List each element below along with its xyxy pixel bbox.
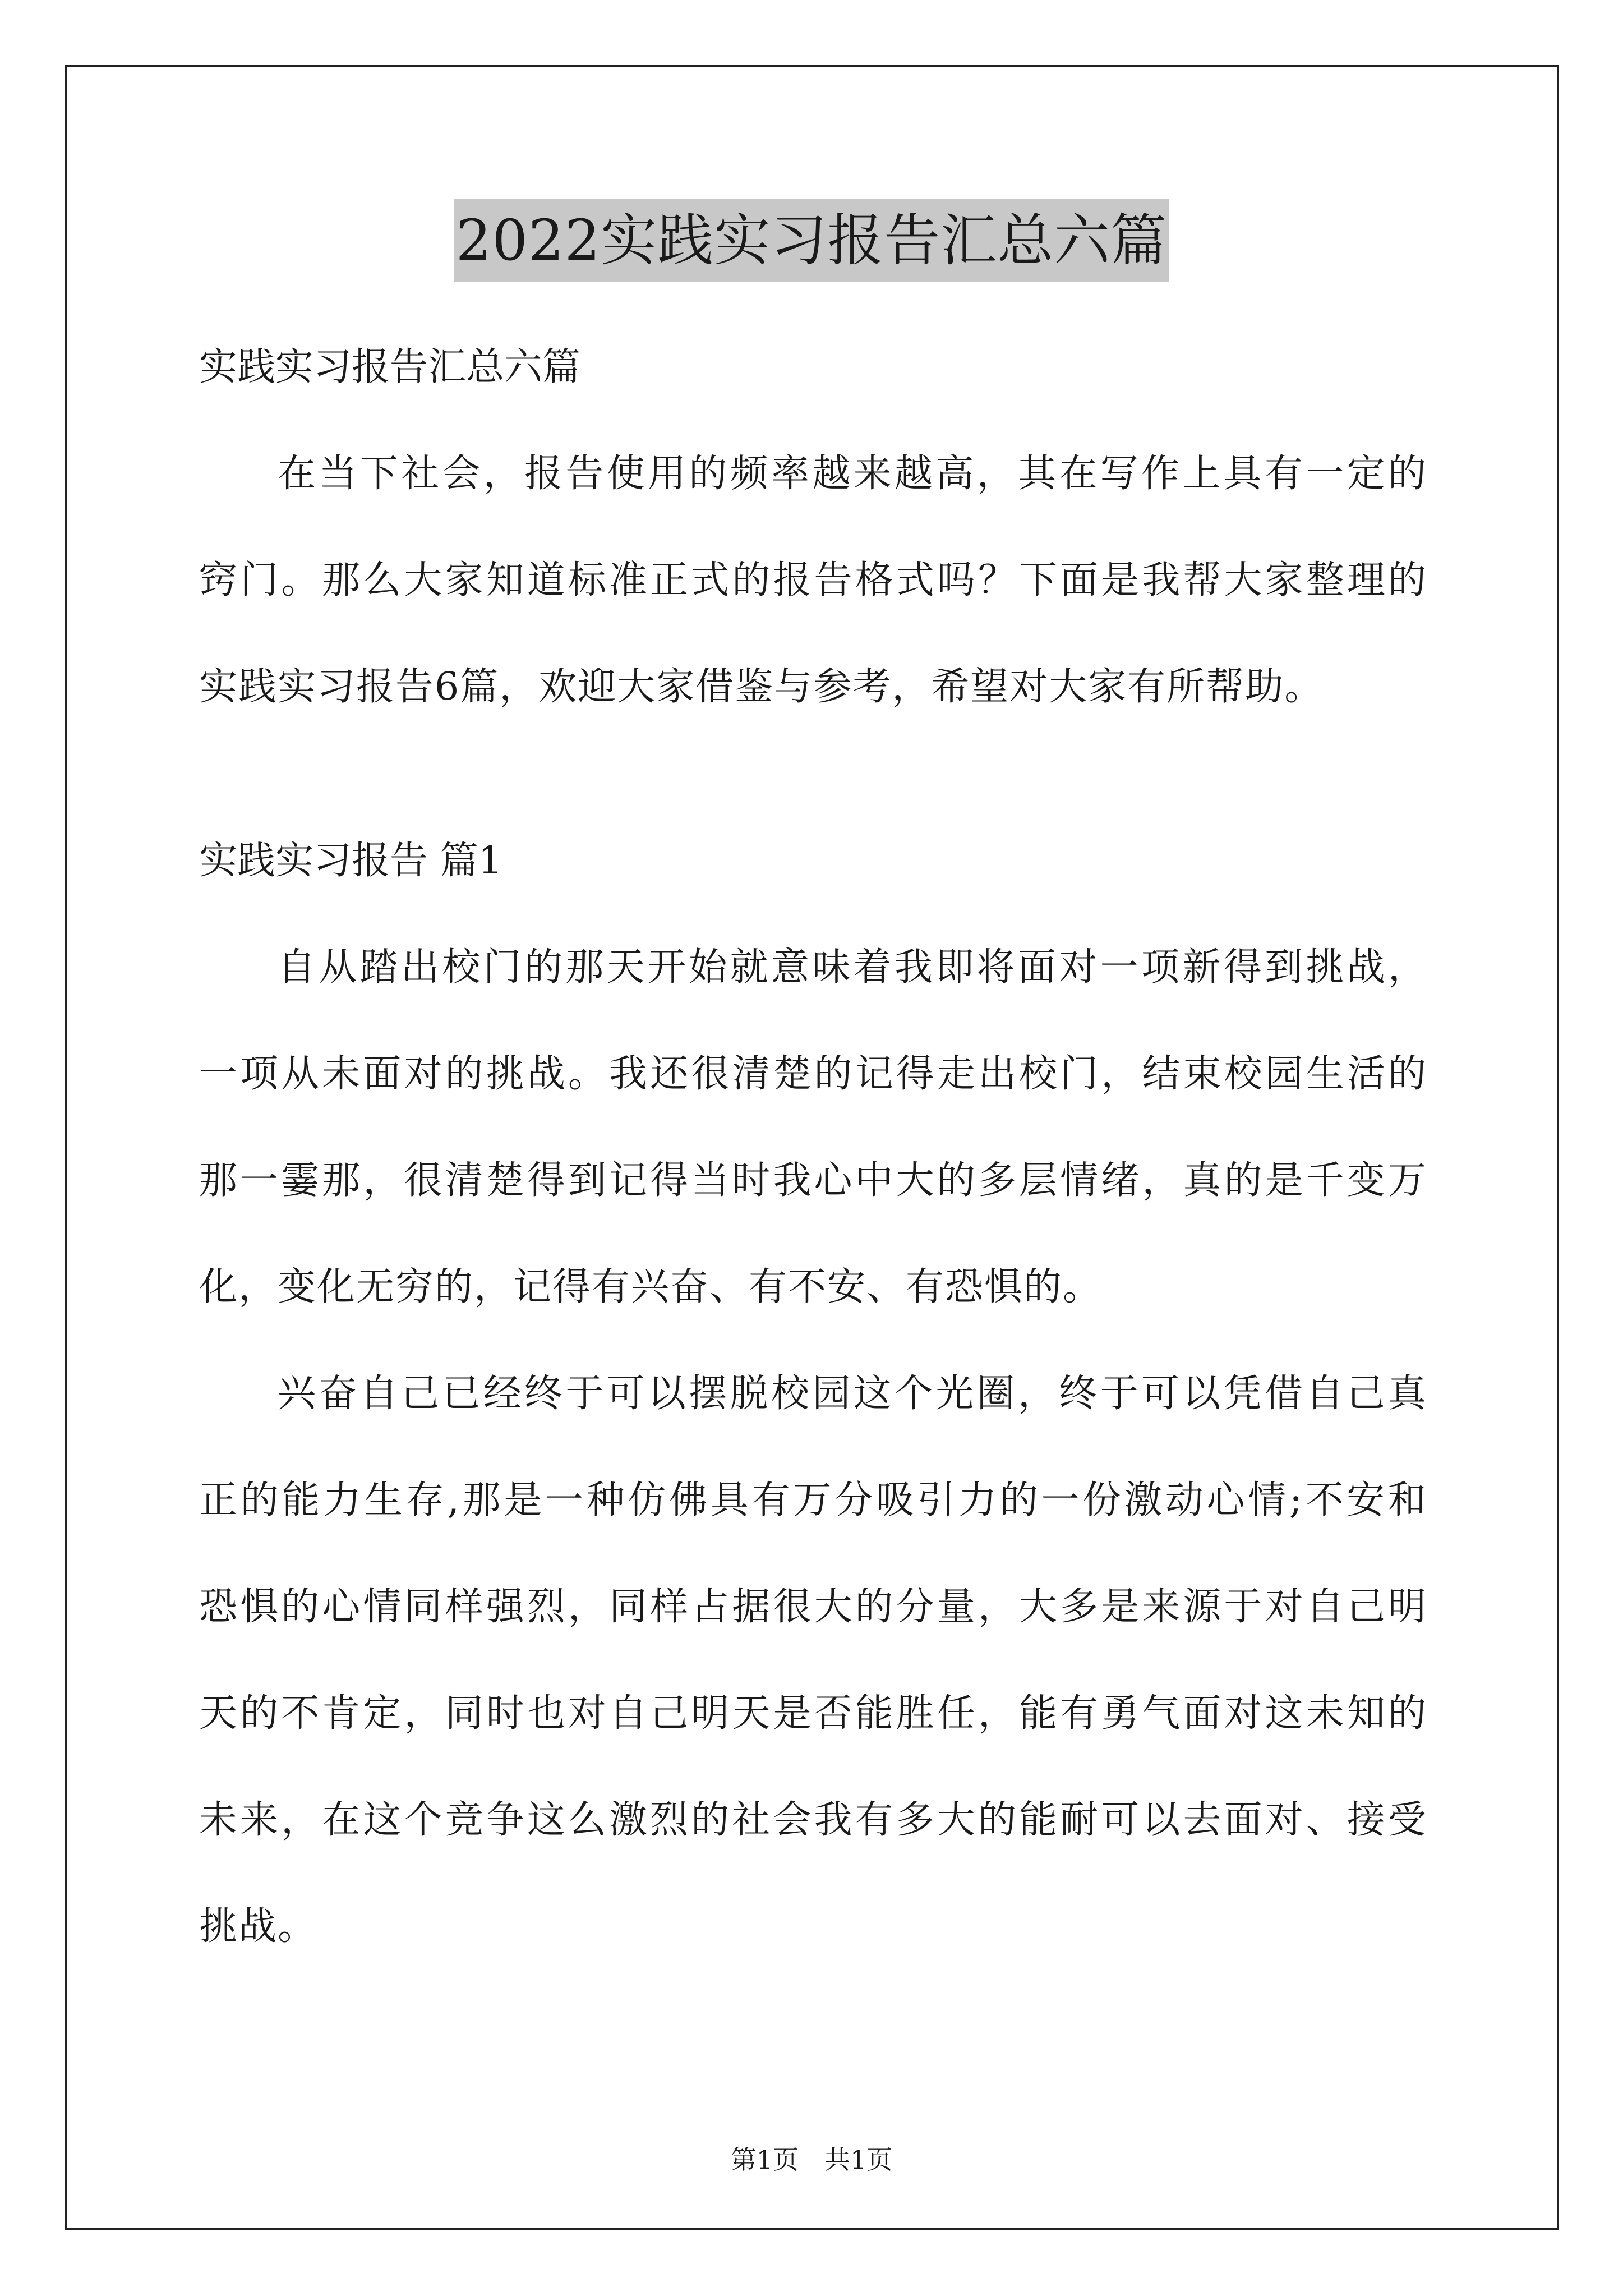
document-body (199, 314, 1427, 1980)
paragraph-line: 自从踏出校门的那天开始就意味着我即将面对一项新得到挑战， (278, 945, 1427, 990)
title-container (0, 199, 1623, 282)
subtitle: 实践实习报告汇总六篇 (199, 345, 581, 389)
paragraph-line: 一项从未面对的挑战。我还很清楚的记得走出校门，结束校园生活的 (199, 1052, 1427, 1096)
paragraph-line: 正的能力生存,那是一种仿佛具有万分吸引力的一份激动心情;不安和 (199, 1478, 1427, 1522)
paragraph-line: 恐惧的心情同样强烈，同样占据很大的分量，大多是来源于对自己明 (199, 1585, 1427, 1629)
paragraph-1 (199, 914, 1427, 1341)
page-footer: 第1页 共1页 (730, 2145, 893, 2175)
paragraph-line: 兴奋自己已经终于可以摆脱校园这个光圈，终于可以凭借自己真 (278, 1372, 1427, 1416)
intro-paragraph (199, 421, 1427, 740)
intro-line: 窍门。那么大家知道标准正式的报告格式吗？下面是我帮大家整理的 (199, 558, 1427, 602)
paragraph-line: 挑战。 (199, 1904, 317, 1949)
paragraph-line: 那一霎那，很清楚得到记得当时我心中大的多层情绪，真的是千变万 (199, 1158, 1427, 1203)
intro-line: 在当下社会，报告使用的频率越来越高，其在写作上具有一定的 (278, 452, 1427, 496)
paragraph-line: 未来，在这个竞争这么激烈的社会我有多大的能耐可以去面对、接受 (199, 1798, 1427, 1842)
intro-line: 实践实习报告6篇，欢迎大家借鉴与参考，希望对大家有所帮助。 (199, 665, 1324, 709)
paragraph-line: 化，变化无穷的，记得有兴奋、有不安、有恐惧的。 (199, 1265, 1103, 1309)
document-title: 2022实践实习报告汇总六篇 (454, 199, 1170, 282)
section-heading: 实践实习报告 篇1 (199, 839, 502, 883)
paragraph-2 (199, 1341, 1427, 1980)
paragraph-line: 天的不肯定，同时也对自己明天是否能胜任，能有勇气面对这未知的 (199, 1691, 1427, 1736)
